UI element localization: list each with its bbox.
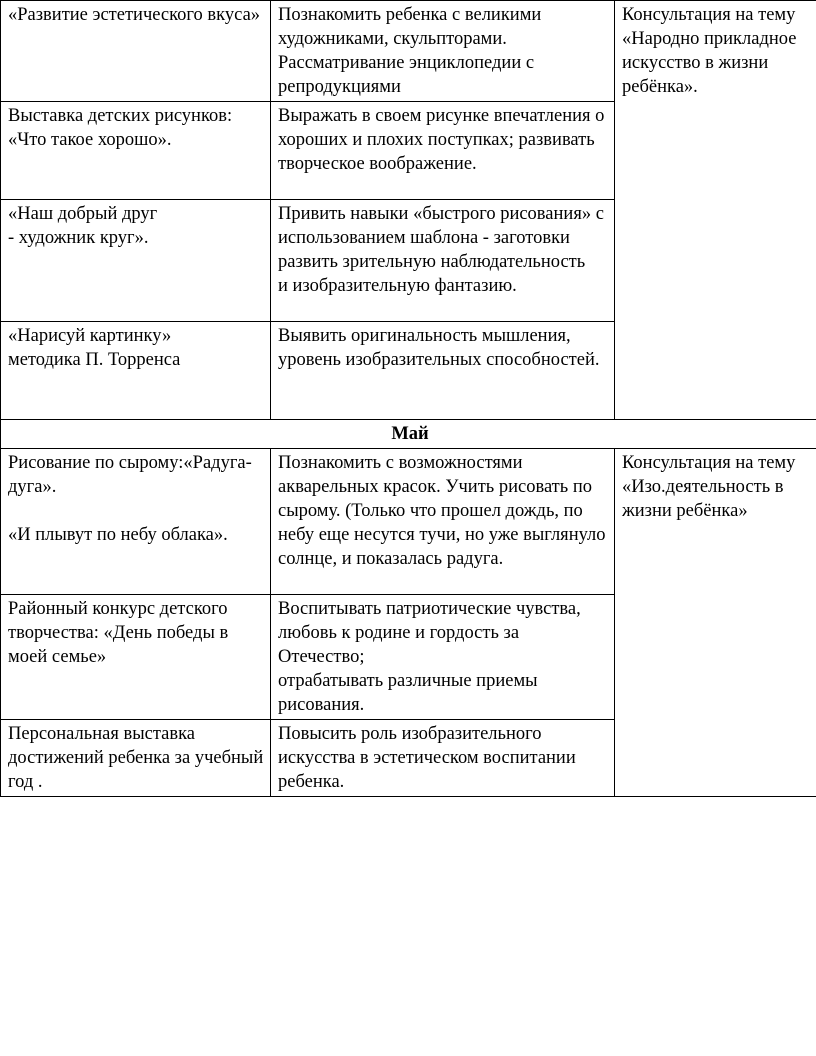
- consultation-cell: [615, 449, 816, 797]
- month-row: [1, 420, 816, 449]
- activity-text: - художник круг».: [8, 228, 149, 248]
- goal-text: отрабатывать различные приемы рисования.: [278, 671, 538, 715]
- goal-text: Выявить оригинальность мышления,: [278, 326, 571, 346]
- goal-cell: [271, 102, 615, 200]
- activity-text: «И плывут по небу облака».: [8, 525, 228, 545]
- activity-text: «Нарисуй картинку»: [8, 326, 172, 346]
- goal-text: Воспитывать патриотические чувства, любовь к родине и гордость за Отечество;: [278, 599, 581, 667]
- goal-text: и изобразительную фантазию.: [278, 276, 517, 296]
- goal-cell: [271, 720, 615, 797]
- activity-cell: [1, 1, 271, 102]
- goal-text: Познакомить с возможностями акварельных красок. Учить рисовать по сырому. (Только что прошел дождь, по небу еще несутся тучи, но уже выглянуло солнце, и показалась радуга.: [278, 453, 606, 569]
- activity-cell: [1, 449, 271, 595]
- goal-cell: [271, 449, 615, 595]
- activity-text: Рисование по сырому:«Радуга-дуга».: [8, 453, 252, 497]
- goal-cell: [271, 322, 615, 420]
- activity-text: Районный конкурс детского творчества: «День победы в моей семье»: [8, 599, 229, 667]
- activity-cell: [1, 595, 271, 720]
- consultation-text: Консультация на тему «Изо.деятельность в жизни ребёнка»: [622, 453, 796, 521]
- consultation-text: Консультация на тему «Народно прикладное искусство в жизни ребёнка».: [622, 5, 797, 97]
- goal-text: Познакомить ребенка с великими художниками, скульпторами. Рассматривание энциклопедии с репродукциями: [278, 5, 542, 97]
- activity-text: Персональная выставка достижений ребенка за учебный год .: [8, 724, 264, 792]
- goal-cell: [271, 595, 615, 720]
- activity-cell: [1, 322, 271, 420]
- activity-cell: [1, 200, 271, 322]
- month-heading: Май: [1, 420, 816, 449]
- activity-cell: [1, 720, 271, 797]
- goal-text: Повысить роль изобразительного искусства в эстетическом воспитании ребенка.: [278, 724, 576, 792]
- goal-text: уровень изобразительных способностей.: [278, 350, 600, 370]
- table-row: [1, 1, 816, 102]
- activity-text: методика П. Торренса: [8, 350, 181, 370]
- goal-text: Выражать в своем рисунке впечатления о хороших и плохих поступках; развивать творческое воображение.: [278, 106, 605, 174]
- activity-text: Выставка детских рисунков: «Что такое хорошо».: [8, 106, 233, 150]
- goal-cell: [271, 1, 615, 102]
- goal-cell: [271, 200, 615, 322]
- goal-text: Привить навыки «быстрого рисования» с использованием шаблона - заготовки развить зрительную наблюдательность: [278, 204, 604, 272]
- table-row: [1, 449, 816, 595]
- activity-text: «Развитие эстетического вкуса»: [8, 5, 261, 25]
- consultation-cell: [615, 1, 816, 420]
- activity-text: «Наш добрый друг: [8, 204, 158, 224]
- activity-cell: [1, 102, 271, 200]
